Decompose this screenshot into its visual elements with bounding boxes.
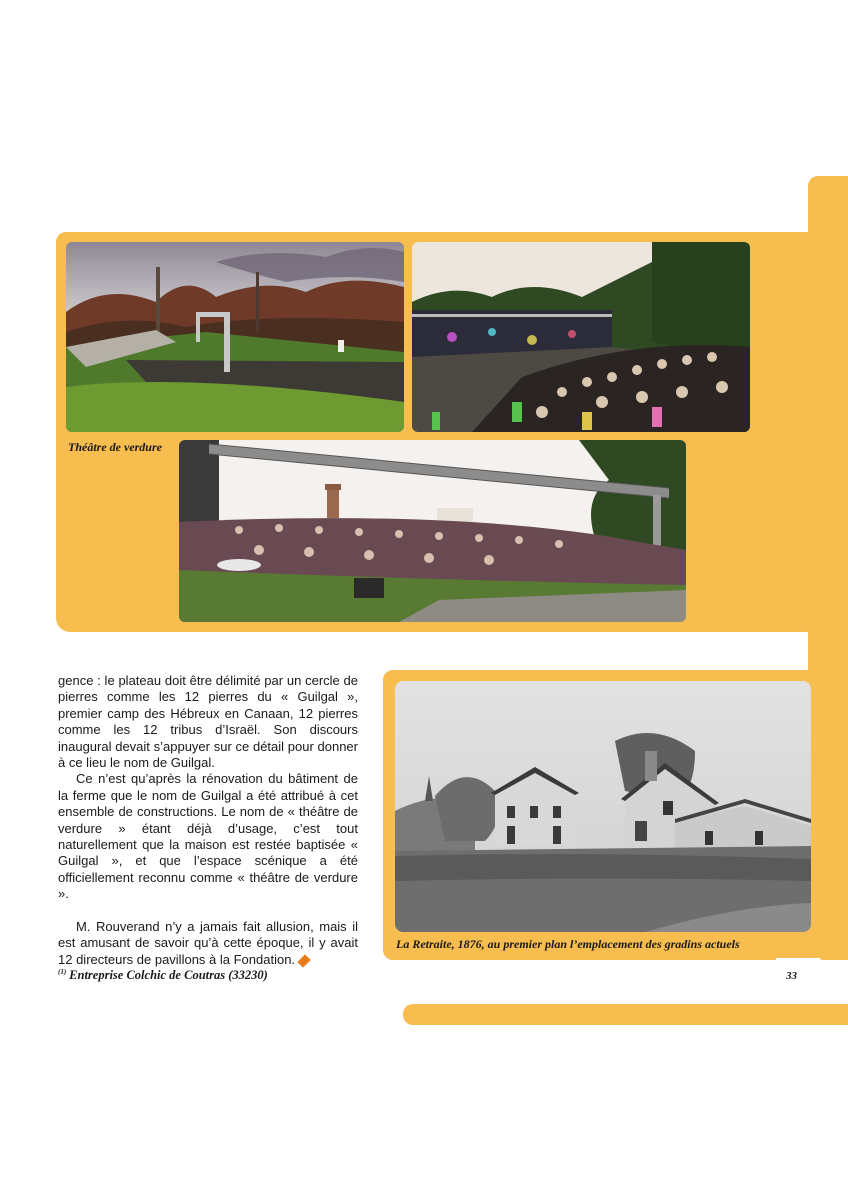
page-number: 33 <box>786 970 797 982</box>
footnote <box>58 968 268 983</box>
article-body <box>58 673 358 968</box>
paragraph-3 <box>58 919 358 968</box>
paragraph-1: gence : le plateau doit être délimité par un cercle de pierres comme les 12 pierres du « Guilgal », premier camp des Hébreux en Canaan, 12 pierres comme les 12 tribus d’Israël. Son discours inaugural devait s’appuyer sur ce détail pour donner à ce lieu le nom de Guilgal. <box>58 673 358 771</box>
theatre-empty-photo <box>66 242 404 432</box>
footer-band <box>403 1004 848 1025</box>
la-retraite-caption: La Retraite, 1876, au premier plan l’emplacement des gradins actuels <box>396 937 740 951</box>
theatre-caption: Théâtre de verdure <box>68 440 162 454</box>
paragraph-3-text: M. Rouverand n’y a jamais fait allusion, mais il est amusant de savoir qu’à cette époque, il y avait 12 directeurs de pavillons à la Fondation. <box>58 918 358 967</box>
theatre-evening-photo <box>412 242 750 432</box>
theatre-crowd-photo <box>179 440 686 622</box>
end-mark-icon <box>297 954 310 967</box>
paragraph-2: Ce n’est qu’après la rénovation du bâtiment de la ferme que le nom de Guilgal a été attribué à cet ensemble de constructions. Le nom de « théâtre de verdure » étant déjà d’usage, c’est tout naturellement que la maison est restée baptisée « Guilgal », et que l’espace scénique a été officiellement reconnu comme « théâtre de verdure ». <box>58 771 358 902</box>
la-retraite-photo <box>395 681 811 932</box>
footnote-marker: (1) <box>58 968 67 976</box>
right-edge-band <box>808 176 848 672</box>
footnote-text: Entreprise Colchic de Coutras (33230) <box>69 968 268 982</box>
